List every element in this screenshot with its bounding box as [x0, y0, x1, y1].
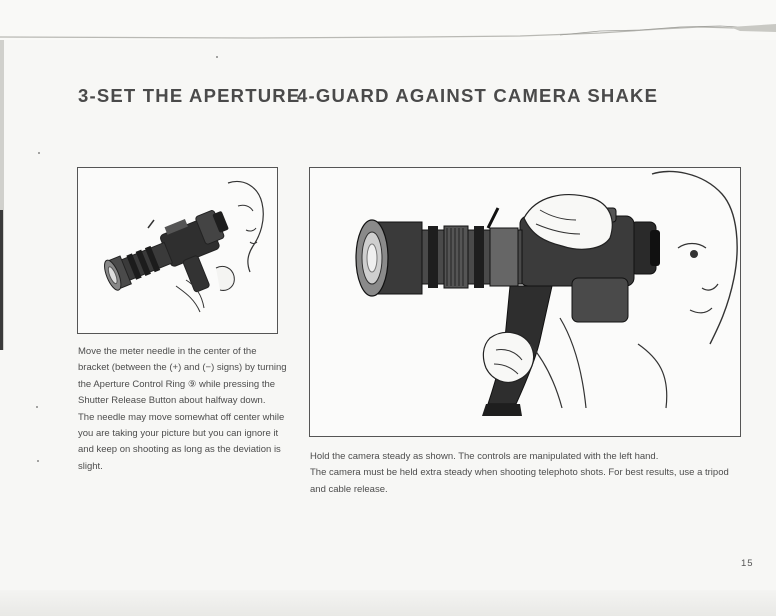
- aperture-illustration: [77, 167, 278, 334]
- paper-speck: [216, 56, 218, 58]
- shake-paragraph-2: The camera must be held extra steady when shooting telephoto shots. For best results, use a tripod and cable release.: [310, 467, 729, 495]
- aperture-instructions: [78, 344, 290, 475]
- camera-aperture-drawing: [78, 168, 277, 333]
- camera-shake-illustration: [309, 167, 741, 437]
- paper-speck: [37, 460, 39, 462]
- paper-speck: [36, 406, 38, 408]
- page-binding-shadow: [0, 210, 3, 350]
- section-heading-aperture: 3-SET THE APERTURE: [78, 85, 301, 106]
- section-heading-camera-shake: 4-GUARD AGAINST CAMERA SHAKE: [297, 85, 659, 106]
- scanned-page-top-edge: [0, 0, 776, 40]
- paper-speck: [38, 152, 40, 154]
- shake-paragraph-1: Hold the camera steady as shown. The controls are manipulated with the left hand.: [310, 451, 659, 462]
- camera-holding-drawing: [310, 168, 740, 436]
- scanned-page-bottom-edge: [0, 590, 776, 616]
- page-number: 15: [741, 558, 754, 569]
- aperture-paragraph-1: Move the meter needle in the center of the bracket (between the (+) and (−) signs) by turning the Aperture Control Ring ⑨ while pressing the Shutter Release Button about halfway down.: [78, 346, 287, 407]
- camera-shake-instructions: [310, 449, 742, 498]
- aperture-paragraph-2: The needle may move somewhat off center while you are taking your picture but you can ignore it and keep on shooting as long as the deviation is slight.: [78, 411, 285, 472]
